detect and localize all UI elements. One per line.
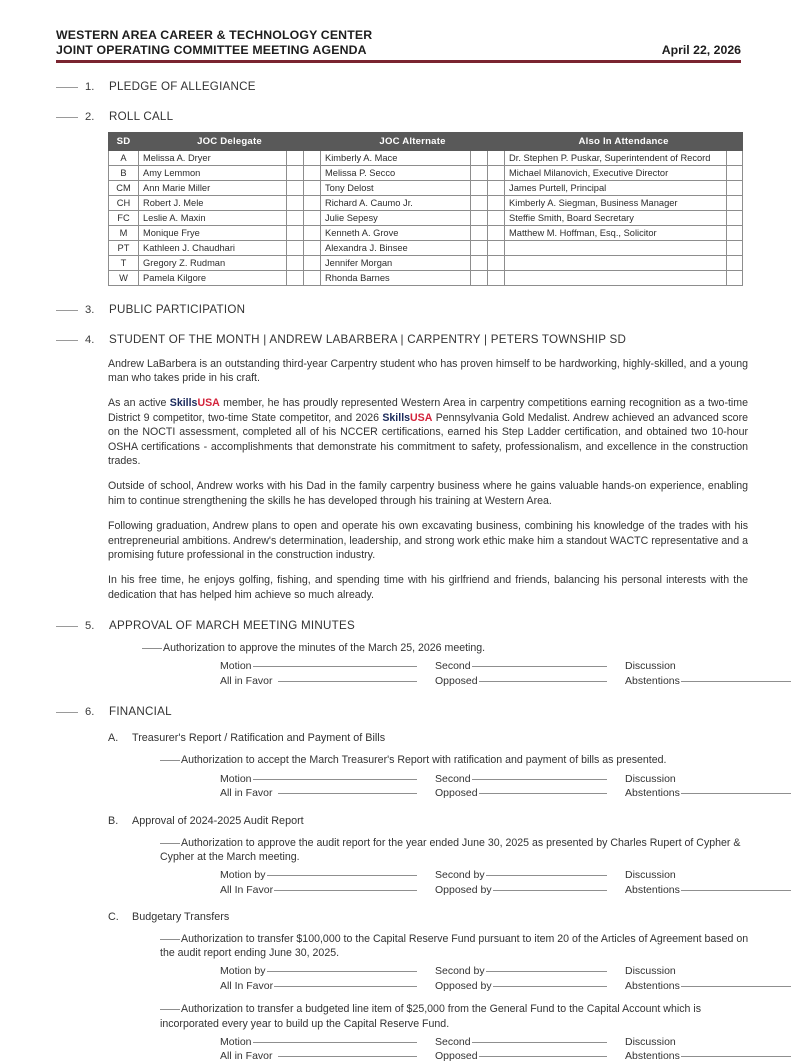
col-header-alternate: JOC Alternate bbox=[321, 132, 505, 150]
opposed-field[interactable] bbox=[435, 1049, 625, 1062]
skillsusa-usa-text-2: USA bbox=[410, 411, 433, 424]
cell-attendance bbox=[505, 240, 727, 255]
discussion-line[interactable] bbox=[677, 771, 791, 780]
item-title: ROLL CALL bbox=[109, 109, 174, 123]
student-paragraph-3: Outside of school, Andrew works with his Dad in the family carpentry business where he gains valuable hands-on experience, enabling him to continue strengthening the skills he has developed through his training at Western Area. bbox=[108, 480, 748, 507]
cell-sd: CH bbox=[109, 195, 139, 210]
all-in-favor-label: All in Favor bbox=[220, 674, 273, 687]
financial-a-vote-block bbox=[220, 772, 741, 801]
agenda-item-pledge bbox=[56, 80, 741, 93]
motion-label: Motion by bbox=[220, 965, 266, 978]
delegate-check-b[interactable] bbox=[304, 255, 321, 270]
cell-attendance: James Purtell, Principal bbox=[505, 180, 727, 195]
agenda-item-financial bbox=[56, 705, 741, 718]
all-in-favor-label: All in Favor bbox=[220, 787, 273, 800]
opposed-label: Opposed bbox=[435, 1050, 478, 1063]
discussion-label: Discussion bbox=[625, 660, 676, 673]
abstentions-field[interactable] bbox=[625, 786, 791, 799]
alternate-check-b[interactable] bbox=[488, 165, 505, 180]
discussion-field[interactable] bbox=[625, 660, 791, 672]
abstentions-field[interactable] bbox=[625, 674, 791, 687]
cell-delegate: Monique Frye bbox=[139, 225, 287, 240]
col-header-delegate: JOC Delegate bbox=[139, 132, 321, 150]
item-title: PLEDGE OF ALLEGIANCE bbox=[109, 79, 256, 93]
discussion-field[interactable] bbox=[625, 965, 791, 977]
alternate-check-b[interactable] bbox=[488, 240, 505, 255]
para2-text-c: Pennsylvania Gold Medalist. Andrew achieved an advanced score on the NOCTI assessment, completed all of his NCCER certifications, earned his Step Ladder certification, and obtained two 10-hour OSHA certifications - accomplishments that demonstrate his commitment to safety, professionalism, and excellence in the construction trades. bbox=[108, 411, 748, 467]
delegate-check-b[interactable] bbox=[304, 150, 321, 165]
motion-field[interactable] bbox=[220, 868, 435, 881]
minutes-vote-block bbox=[220, 659, 741, 688]
document-title: JOINT OPERATING COMMITTEE MEETING AGENDA bbox=[56, 42, 367, 57]
cell-delegate: Amy Lemmon bbox=[139, 165, 287, 180]
agenda-item-public-participation bbox=[56, 303, 741, 316]
cell-delegate: Leslie A. Maxin bbox=[139, 210, 287, 225]
sub-letter: A. bbox=[108, 732, 119, 745]
signature-blank[interactable] bbox=[56, 712, 78, 713]
delegate-check-b[interactable] bbox=[304, 195, 321, 210]
cell-delegate: Melissa A. Dryer bbox=[139, 150, 287, 165]
motion-label: Motion bbox=[220, 660, 252, 673]
discussion-field[interactable] bbox=[625, 773, 791, 785]
second-field[interactable] bbox=[435, 868, 625, 881]
cell-sd: CM bbox=[109, 180, 139, 195]
sub-title: Budgetary Transfers bbox=[132, 911, 230, 923]
financial-c-vote-block-1 bbox=[220, 964, 741, 993]
cell-delegate: Pamela Kilgore bbox=[139, 270, 287, 285]
alternate-check-b[interactable] bbox=[488, 150, 505, 165]
second-line[interactable] bbox=[486, 866, 607, 876]
authorization-blank[interactable] bbox=[160, 939, 180, 940]
item-number: 5. bbox=[85, 620, 95, 633]
header-divider bbox=[56, 60, 741, 63]
authorization-blank[interactable] bbox=[160, 760, 180, 761]
authorization-text: Authorization to transfer a budgeted line item of $25,000 from the General Fund to the Capital Account which is incorporated every year to build up the Capital Reserve Fund. bbox=[160, 1003, 701, 1030]
attendance-check[interactable] bbox=[727, 210, 743, 225]
student-paragraph-2 bbox=[108, 396, 748, 468]
table-row bbox=[109, 195, 743, 210]
sub-title: Treasurer's Report / Ratification and Payment of Bills bbox=[132, 732, 386, 745]
all-in-favor-field[interactable] bbox=[220, 883, 435, 896]
delegate-check-b[interactable] bbox=[304, 270, 321, 285]
abstentions-line[interactable] bbox=[681, 1047, 791, 1057]
motion-line[interactable] bbox=[267, 962, 417, 972]
cell-alternate: Julie Sepesy bbox=[321, 210, 471, 225]
attendance-check[interactable] bbox=[727, 240, 743, 255]
table-row bbox=[109, 180, 743, 195]
authorization-text: Authorization to accept the March Treasurer's Report with ratification and payment of bills as presented. bbox=[181, 754, 667, 767]
cell-sd: W bbox=[109, 270, 139, 285]
document-header bbox=[56, 28, 741, 57]
authorization-blank[interactable] bbox=[160, 843, 180, 844]
item-number: 2. bbox=[85, 110, 95, 123]
cell-alternate: Rhonda Barnes bbox=[321, 270, 471, 285]
abstentions-label: Abstentions bbox=[625, 787, 680, 800]
abstentions-line[interactable] bbox=[681, 881, 791, 891]
discussion-line[interactable] bbox=[677, 963, 791, 972]
discussion-field[interactable] bbox=[625, 869, 791, 881]
all-in-favor-field[interactable] bbox=[220, 674, 435, 687]
financial-c-authorization-2 bbox=[160, 1002, 752, 1030]
discussion-label: Discussion bbox=[625, 1035, 676, 1048]
authorization-text: Authorization to transfer $100,000 to the Capital Reserve Fund pursuant to item 20 of the Articles of Agreement based on the audit report ending June 30, 2025. bbox=[160, 933, 749, 960]
delegate-check-b[interactable] bbox=[304, 165, 321, 180]
motion-label: Motion bbox=[220, 772, 252, 785]
cell-attendance bbox=[505, 270, 727, 285]
delegate-check-a[interactable] bbox=[287, 240, 304, 255]
all-in-favor-line[interactable] bbox=[278, 1047, 417, 1057]
minutes-authorization bbox=[142, 641, 752, 655]
motion-line[interactable] bbox=[253, 1033, 417, 1043]
vote-row-bottom bbox=[220, 979, 741, 994]
alternate-check-a[interactable] bbox=[471, 210, 488, 225]
cell-sd: B bbox=[109, 165, 139, 180]
delegate-check-a[interactable] bbox=[287, 150, 304, 165]
signature-blank[interactable] bbox=[56, 87, 78, 88]
authorization-blank[interactable] bbox=[160, 1009, 180, 1010]
authorization-text: Authorization to approve the audit report for the year ended June 30, 2025 as presented by Charles Rupert of Cypher & Cypher at the March meeting. bbox=[160, 836, 741, 863]
item-number: 1. bbox=[85, 80, 95, 93]
motion-field[interactable] bbox=[220, 659, 435, 672]
alternate-check-b[interactable] bbox=[488, 270, 505, 285]
all-in-favor-field[interactable] bbox=[220, 979, 435, 992]
cell-attendance: Michael Milanovich, Executive Director bbox=[505, 165, 727, 180]
roll-call-table-wrapper bbox=[108, 132, 742, 286]
opposed-line[interactable] bbox=[493, 881, 607, 891]
cell-sd: A bbox=[109, 150, 139, 165]
second-field[interactable] bbox=[435, 772, 625, 785]
all-in-favor-label: All In Favor bbox=[220, 883, 274, 896]
cell-attendance: Dr. Stephen P. Puskar, Superintendent of Record bbox=[505, 150, 727, 165]
skillsusa-skills-text-2: Skills bbox=[382, 411, 411, 424]
motion-field[interactable] bbox=[220, 772, 435, 785]
abstentions-label: Abstentions bbox=[625, 1050, 680, 1063]
attendance-check[interactable] bbox=[727, 180, 743, 195]
opposed-field[interactable] bbox=[435, 674, 625, 687]
alternate-check-b[interactable] bbox=[488, 210, 505, 225]
alternate-check-a[interactable] bbox=[471, 270, 488, 285]
alternate-check-a[interactable] bbox=[471, 255, 488, 270]
opposed-line[interactable] bbox=[493, 977, 607, 987]
motion-label: Motion bbox=[220, 1035, 252, 1048]
abstentions-label: Abstentions bbox=[625, 674, 680, 687]
all-in-favor-field[interactable] bbox=[220, 786, 435, 799]
motion-line[interactable] bbox=[253, 657, 417, 667]
delegate-check-b[interactable] bbox=[304, 210, 321, 225]
signature-blank[interactable] bbox=[56, 340, 78, 341]
alternate-check-a[interactable] bbox=[471, 180, 488, 195]
cell-alternate: Richard A. Caumo Jr. bbox=[321, 195, 471, 210]
opposed-field[interactable] bbox=[435, 883, 625, 896]
financial-c-vote-block-2 bbox=[220, 1035, 741, 1064]
attendance-check[interactable] bbox=[727, 225, 743, 240]
discussion-field[interactable] bbox=[625, 1036, 791, 1048]
cell-alternate: Jennifer Morgan bbox=[321, 255, 471, 270]
cell-sd: FC bbox=[109, 210, 139, 225]
opposed-label: Opposed bbox=[435, 787, 478, 800]
cell-sd: PT bbox=[109, 240, 139, 255]
second-field[interactable] bbox=[435, 964, 625, 977]
alternate-check-a[interactable] bbox=[471, 195, 488, 210]
cell-alternate: Tony Delost bbox=[321, 180, 471, 195]
cell-attendance bbox=[505, 255, 727, 270]
financial-a-authorization bbox=[160, 753, 752, 767]
col-header-attendance: Also In Attendance bbox=[505, 132, 743, 150]
organization-name: WESTERN AREA CAREER & TECHNOLOGY CENTER bbox=[56, 28, 373, 42]
cell-delegate: Robert J. Mele bbox=[139, 195, 287, 210]
sub-title: Approval of 2024-2025 Audit Report bbox=[132, 814, 304, 827]
cell-delegate: Kathleen J. Chaudhari bbox=[139, 240, 287, 255]
attendance-check[interactable] bbox=[727, 195, 743, 210]
opposed-field[interactable] bbox=[435, 979, 625, 992]
sub-letter: B. bbox=[108, 814, 119, 827]
alternate-check-a[interactable] bbox=[471, 165, 488, 180]
all-in-favor-line[interactable] bbox=[278, 672, 417, 682]
table-row bbox=[109, 210, 743, 225]
financial-sub-b bbox=[108, 815, 741, 827]
opposed-label: Opposed by bbox=[435, 979, 492, 992]
delegate-check-a[interactable] bbox=[287, 225, 304, 240]
discussion-line[interactable] bbox=[677, 867, 791, 876]
attendance-check[interactable] bbox=[727, 150, 743, 165]
all-in-favor-label: All in Favor bbox=[220, 1050, 273, 1063]
abstentions-label: Abstentions bbox=[625, 979, 680, 992]
table-row bbox=[109, 225, 743, 240]
abstentions-line[interactable] bbox=[681, 784, 791, 794]
signature-blank[interactable] bbox=[56, 310, 78, 311]
attendance-check[interactable] bbox=[727, 255, 743, 270]
item-number: 6. bbox=[85, 706, 95, 719]
cell-alternate: Kenneth A. Grove bbox=[321, 225, 471, 240]
table-row bbox=[109, 240, 743, 255]
item-number: 4. bbox=[85, 333, 95, 346]
financial-sub-c bbox=[108, 911, 741, 923]
discussion-label: Discussion bbox=[625, 772, 676, 785]
table-row bbox=[109, 150, 743, 165]
vote-row-bottom bbox=[220, 786, 741, 801]
abstentions-field[interactable] bbox=[625, 1049, 791, 1062]
motion-field[interactable] bbox=[220, 964, 435, 977]
opposed-line[interactable] bbox=[479, 784, 607, 794]
financial-b-authorization bbox=[160, 836, 752, 864]
discussion-label: Discussion bbox=[625, 869, 676, 881]
motion-line[interactable] bbox=[267, 866, 417, 876]
vote-row-bottom bbox=[220, 1049, 741, 1064]
signature-blank[interactable] bbox=[56, 117, 78, 118]
col-header-sd: SD bbox=[109, 132, 139, 150]
student-paragraph-1: Andrew LaBarbera is an outstanding third-year Carpentry student who has proven himself to be hardworking, highly-skilled, and a young man who takes pride in his craft. bbox=[108, 357, 748, 384]
delegate-check-b[interactable] bbox=[304, 240, 321, 255]
cell-sd: T bbox=[109, 255, 139, 270]
discussion-line[interactable] bbox=[677, 1034, 791, 1043]
motion-line[interactable] bbox=[253, 770, 417, 780]
all-in-favor-label: All In Favor bbox=[220, 979, 274, 992]
financial-sub-a bbox=[108, 732, 741, 744]
abstentions-field[interactable] bbox=[625, 883, 791, 896]
agenda-item-roll-call bbox=[56, 110, 741, 123]
motion-field[interactable] bbox=[220, 1035, 435, 1048]
second-label: Second bbox=[435, 772, 471, 785]
abstentions-line[interactable] bbox=[681, 672, 791, 682]
opposed-line[interactable] bbox=[479, 672, 607, 682]
second-line[interactable] bbox=[472, 1033, 607, 1043]
student-paragraph-5: In his free time, he enjoys golfing, fishing, and spending time with his girlfriend and friends, balancing his personal interests with the dedication that has helped him achieve so much already. bbox=[108, 574, 748, 601]
authorization-blank[interactable] bbox=[142, 648, 162, 649]
financial-c-authorization-1 bbox=[160, 932, 752, 960]
opposed-line[interactable] bbox=[479, 1047, 607, 1057]
table-row bbox=[109, 270, 743, 285]
attendance-check[interactable] bbox=[727, 270, 743, 285]
delegate-check-b[interactable] bbox=[304, 225, 321, 240]
item-title: APPROVAL OF MARCH MEETING MINUTES bbox=[109, 619, 355, 633]
delegate-check-a[interactable] bbox=[287, 180, 304, 195]
opposed-label: Opposed by bbox=[435, 883, 492, 896]
delegate-check-a[interactable] bbox=[287, 210, 304, 225]
roll-call-table bbox=[108, 132, 743, 286]
financial-b-vote-block bbox=[220, 868, 741, 897]
all-in-favor-line[interactable] bbox=[278, 784, 417, 794]
abstentions-line[interactable] bbox=[681, 977, 791, 987]
second-label: Second bbox=[435, 1035, 471, 1048]
opposed-field[interactable] bbox=[435, 786, 625, 799]
cell-attendance: Steffie Smith, Board Secretary bbox=[505, 210, 727, 225]
all-in-favor-field[interactable] bbox=[220, 1049, 435, 1062]
table-row bbox=[109, 165, 743, 180]
roll-call-body bbox=[109, 150, 743, 285]
second-label: Second bbox=[435, 660, 471, 673]
second-field[interactable] bbox=[435, 659, 625, 672]
delegate-check-a[interactable] bbox=[287, 255, 304, 270]
alternate-check-b[interactable] bbox=[488, 180, 505, 195]
discussion-line[interactable] bbox=[677, 658, 791, 667]
item-title: STUDENT OF THE MONTH | ANDREW LABARBERA | CARPENTRY | PETERS TOWNSHIP SD bbox=[109, 332, 627, 346]
cell-alternate: Melissa P. Secco bbox=[321, 165, 471, 180]
para2-text-b: member, he has proudly represented Western Area in carpentry competitions earning recognition as a two-time District 9 competitor, two-time State competitor, and 2026 bbox=[108, 397, 748, 424]
attendance-check[interactable] bbox=[727, 165, 743, 180]
authorization-text: Authorization to approve the minutes of the March 25, 2026 meeting. bbox=[163, 642, 486, 655]
item-title: PUBLIC PARTICIPATION bbox=[109, 302, 246, 316]
para2-text-a: As an active bbox=[108, 397, 170, 410]
cell-alternate: Alexandra J. Binsee bbox=[321, 240, 471, 255]
delegate-check-a[interactable] bbox=[287, 165, 304, 180]
table-header-row bbox=[109, 132, 743, 150]
cell-attendance: Matthew M. Hoffman, Esq., Solicitor bbox=[505, 225, 727, 240]
all-in-favor-line[interactable] bbox=[274, 881, 417, 891]
agenda-item-approval-minutes bbox=[56, 619, 741, 632]
second-field[interactable] bbox=[435, 1035, 625, 1048]
delegate-check-a[interactable] bbox=[287, 270, 304, 285]
skillsusa-usa-text: USA bbox=[197, 397, 220, 410]
alternate-check-b[interactable] bbox=[488, 195, 505, 210]
alternate-check-a[interactable] bbox=[471, 225, 488, 240]
signature-blank[interactable] bbox=[56, 626, 78, 627]
delegate-check-a[interactable] bbox=[287, 195, 304, 210]
item-title: FINANCIAL bbox=[109, 705, 172, 719]
sub-letter: C. bbox=[108, 911, 119, 923]
vote-row-bottom bbox=[220, 674, 741, 689]
cell-sd: M bbox=[109, 225, 139, 240]
alternate-check-a[interactable] bbox=[471, 240, 488, 255]
abstentions-label: Abstentions bbox=[625, 883, 680, 896]
cell-delegate: Gregory Z. Rudman bbox=[139, 255, 287, 270]
alternate-check-a[interactable] bbox=[471, 150, 488, 165]
cell-attendance: Kimberly A. Siegman, Business Manager bbox=[505, 195, 727, 210]
table-row bbox=[109, 255, 743, 270]
motion-label: Motion by bbox=[220, 869, 266, 881]
header-titles bbox=[56, 28, 372, 57]
meeting-date: April 22, 2026 bbox=[661, 43, 741, 57]
discussion-label: Discussion bbox=[625, 965, 676, 978]
second-label: Second by bbox=[435, 869, 485, 881]
second-line[interactable] bbox=[472, 657, 607, 667]
cell-delegate: Ann Marie Miller bbox=[139, 180, 287, 195]
vote-row-bottom bbox=[220, 883, 741, 898]
alternate-check-b[interactable] bbox=[488, 225, 505, 240]
all-in-favor-line[interactable] bbox=[274, 977, 417, 987]
second-label: Second by bbox=[435, 965, 485, 978]
agenda-item-student-of-month bbox=[56, 333, 741, 346]
alternate-check-b[interactable] bbox=[488, 255, 505, 270]
item-number: 3. bbox=[85, 303, 95, 316]
abstentions-field[interactable] bbox=[625, 979, 791, 992]
skillsusa-skills-text: Skills bbox=[169, 397, 198, 410]
second-line[interactable] bbox=[472, 770, 607, 780]
opposed-label: Opposed bbox=[435, 674, 478, 687]
cell-alternate: Kimberly A. Mace bbox=[321, 150, 471, 165]
student-paragraph-4: Following graduation, Andrew plans to open and operate his own excavating business, combining his knowledge of the trades with his entrepreneurial ambitions. Andrew's determination, leadership, and strong work ethic make him a standout WACTC representative and a promising future professional in the construction industry. bbox=[108, 520, 748, 561]
second-line[interactable] bbox=[486, 962, 607, 972]
delegate-check-b[interactable] bbox=[304, 180, 321, 195]
